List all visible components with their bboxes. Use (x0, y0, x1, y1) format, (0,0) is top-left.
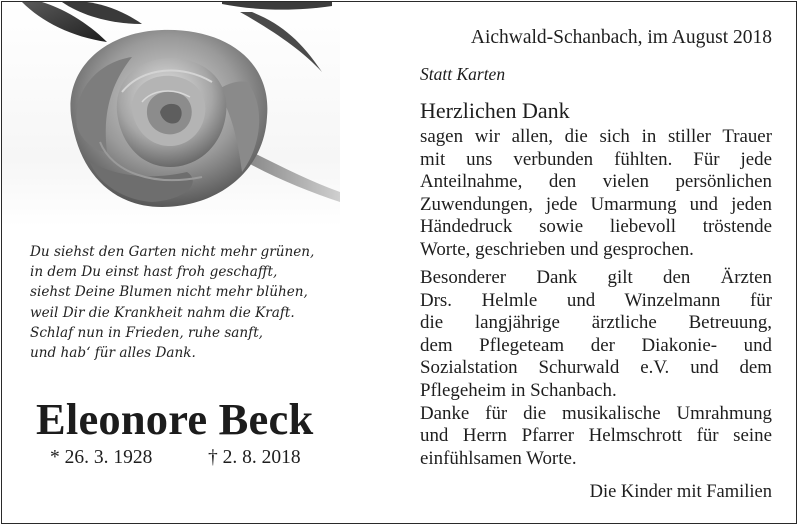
poem-line: in dem Du einst hast froh geschafft, (30, 264, 278, 281)
paragraph-line: Anteilnahme, den vielen persönlichen (420, 171, 772, 193)
poem-line: siehst Deine Blumen nicht mehr blühen, (30, 284, 308, 301)
birth-date: * 26. 3. 1928 (50, 447, 153, 468)
signature: Die Kinder mit Familien (589, 482, 772, 502)
special-thanks-paragraph (420, 267, 772, 470)
poem-line: und hab‘ für alles Dank. (30, 345, 196, 362)
poem-line: Schlaf nun in Frieden, ruhe sanft, (30, 324, 263, 341)
paragraph-line: Pflegeheim in Schanbach. (420, 379, 617, 401)
deceased-name: Eleonore Beck (36, 394, 314, 444)
paragraph-line: sagen wir allen, die sich in stiller Trauer (420, 126, 772, 147)
paragraph-line: mit uns verbunden fühlten. Für jede (420, 148, 772, 170)
paragraph-line: Danke für die musikalische Umrahmung (420, 402, 772, 424)
place-date: Aichwald-Schanbach, im August 2018 (470, 27, 772, 48)
poem-line: Du siehst den Garten nicht mehr grünen, (30, 244, 315, 260)
statt-karten: Statt Karten (420, 64, 506, 84)
rose-photo (2, 2, 340, 227)
thanks-paragraph (420, 126, 772, 262)
death-date: † 2. 8. 2018 (208, 447, 301, 468)
paragraph-line: Worte, geschrieben und gesprochen. (420, 238, 694, 260)
poem (30, 242, 350, 363)
paragraph-line: Besonderer Dank gilt den Ärzten (420, 267, 772, 288)
rose-icon (2, 2, 340, 227)
paragraph-line: dem Pflegeteam der Diakonie- und (420, 334, 772, 356)
poem-line: weil Dir die Krankheit nahm die Kraft. (30, 304, 295, 321)
paragraph-line: einfühlsamen Worte. (420, 447, 577, 469)
paragraph-line: Händedruck sowie liebevoll tröstende (420, 216, 772, 238)
thanks-heading: Herzlichen Dank (420, 98, 570, 123)
paragraph-line: Drs. Helmle und Winzelmann für (420, 289, 772, 311)
paragraph-line: Zuwendungen, jede Umarmung und jeden (420, 193, 772, 215)
paragraph-line: Sozialstation Schurwald e.V. und dem (420, 357, 772, 379)
paragraph-line: und Herrn Pfarrer Helmschrott für seine (420, 425, 772, 447)
paragraph-line: die langjährige ärztliche Betreuung, (420, 312, 772, 334)
